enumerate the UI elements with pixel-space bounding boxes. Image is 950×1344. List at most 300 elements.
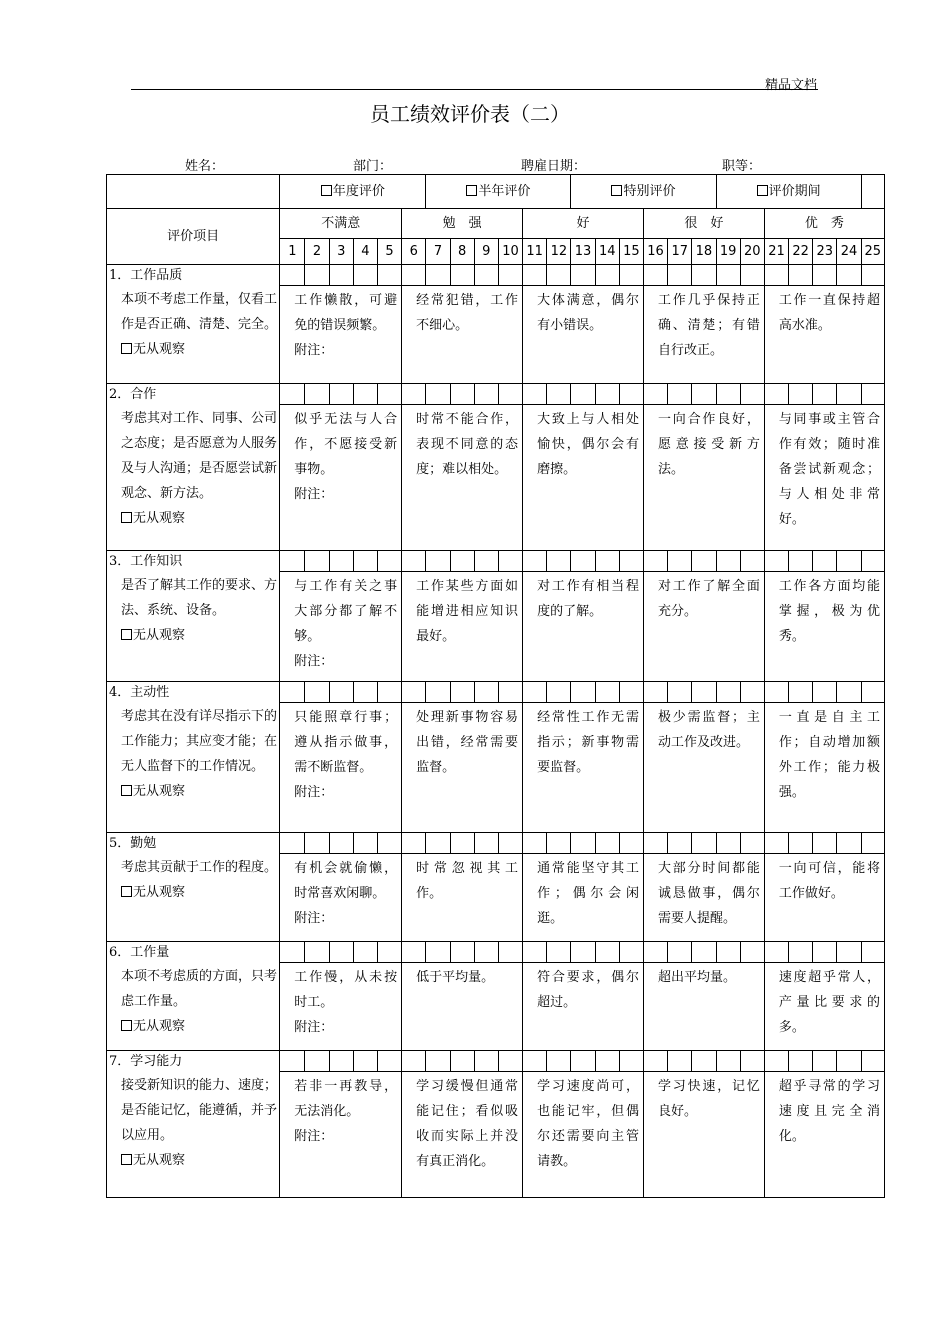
score-number: 4: [353, 239, 377, 265]
no-observe-label: 无从观察: [133, 784, 186, 799]
note-label: 附注：: [294, 911, 334, 926]
score-cell[interactable]: [280, 682, 305, 703]
score-cell[interactable]: [764, 265, 788, 286]
level-text: 工作几乎保持正确、清楚；有错自行改正。: [657, 293, 760, 358]
score-cell[interactable]: [474, 1051, 498, 1072]
score-cell[interactable]: [547, 551, 571, 572]
score-cell[interactable]: [377, 682, 401, 703]
score-number: 23: [813, 239, 837, 265]
item-score-row: [107, 833, 885, 854]
level-description: [643, 1072, 764, 1198]
score-cell[interactable]: [547, 682, 571, 703]
score-cell[interactable]: [595, 942, 619, 963]
score-cell[interactable]: [329, 384, 353, 405]
score-cell[interactable]: [377, 265, 401, 286]
score-cell[interactable]: [643, 265, 667, 286]
score-cell[interactable]: [764, 942, 788, 963]
score-number: 7: [426, 239, 450, 265]
score-cell[interactable]: [498, 551, 522, 572]
score-cell[interactable]: [353, 833, 377, 854]
score-cell[interactable]: [474, 384, 498, 405]
score-cell[interactable]: [474, 265, 498, 286]
score-cell[interactable]: [305, 833, 329, 854]
score-cell[interactable]: [353, 1051, 377, 1072]
score-cell[interactable]: [619, 551, 643, 572]
score-cell[interactable]: [740, 833, 764, 854]
item-description: 是否了解其工作的要求、方法、系统、设备。: [121, 578, 278, 618]
score-cell[interactable]: [523, 833, 547, 854]
item-title: 3．工作知识: [109, 554, 183, 569]
checkbox-icon[interactable]: [121, 1154, 132, 1165]
score-cell[interactable]: [740, 384, 764, 405]
type-empty-cell: [107, 175, 280, 209]
score-cell[interactable]: [280, 551, 305, 572]
checkbox-icon[interactable]: [611, 185, 622, 196]
score-cell[interactable]: [498, 682, 522, 703]
score-number: 18: [692, 239, 716, 265]
score-cell[interactable]: [571, 1051, 595, 1072]
header-rule: [131, 89, 818, 90]
score-cell[interactable]: [426, 384, 450, 405]
score-cell[interactable]: [377, 384, 401, 405]
score-cell[interactable]: [813, 551, 837, 572]
item-title: 2．合作: [109, 387, 157, 402]
level-description: [402, 1072, 523, 1198]
score-cell[interactable]: [498, 384, 522, 405]
checkbox-icon[interactable]: [321, 185, 332, 196]
score-cell[interactable]: [450, 265, 474, 286]
level-description: [402, 286, 523, 384]
score-cell[interactable]: [789, 833, 813, 854]
score-cell[interactable]: [474, 682, 498, 703]
score-cell[interactable]: [619, 265, 643, 286]
score-cell[interactable]: [426, 942, 450, 963]
score-cell[interactable]: [498, 942, 522, 963]
score-cell[interactable]: [861, 942, 884, 963]
score-cell[interactable]: [716, 833, 740, 854]
score-number: 3: [329, 239, 353, 265]
level-description: [280, 286, 402, 384]
no-observe-option[interactable]: [109, 880, 279, 905]
level-text: 时常忽视其工作。: [416, 861, 519, 901]
no-observe-option[interactable]: [109, 506, 279, 531]
eval-item-cell: [107, 1051, 280, 1198]
no-observe-option[interactable]: [109, 623, 279, 648]
score-cell[interactable]: [619, 942, 643, 963]
score-cell[interactable]: [595, 551, 619, 572]
level-text: 时常不能合作，表现不同意的态度；难以相处。: [416, 412, 519, 477]
item-score-row: [107, 682, 885, 703]
score-cell[interactable]: [450, 384, 474, 405]
score-cell[interactable]: [402, 833, 426, 854]
score-cell[interactable]: [692, 384, 716, 405]
no-observe-label: 无从观察: [133, 1019, 186, 1034]
position-label: 职等：: [722, 159, 762, 174]
score-number: 9: [474, 239, 498, 265]
score-cell[interactable]: [716, 682, 740, 703]
score-cell[interactable]: [280, 833, 305, 854]
score-cell[interactable]: [716, 384, 740, 405]
level-text: 工作某些方面如能增进相应知识最好。: [416, 579, 519, 644]
score-cell[interactable]: [305, 551, 329, 572]
score-cell[interactable]: [329, 682, 353, 703]
level-text: 低于平均量。: [416, 970, 495, 985]
score-cell[interactable]: [595, 682, 619, 703]
eval-type-cell[interactable]: [571, 175, 716, 209]
score-cell[interactable]: [547, 1051, 571, 1072]
score-cell[interactable]: [474, 833, 498, 854]
level-description: [643, 286, 764, 384]
level-description: [402, 703, 523, 833]
score-cell[interactable]: [571, 942, 595, 963]
score-cell[interactable]: [377, 1051, 401, 1072]
score-cell[interactable]: [305, 265, 329, 286]
score-cell[interactable]: [837, 682, 861, 703]
score-cell[interactable]: [426, 682, 450, 703]
score-number: 15: [619, 239, 643, 265]
note-label: 附注：: [294, 343, 334, 358]
score-cell[interactable]: [740, 551, 764, 572]
eval-type-label: 年度评价: [332, 184, 385, 199]
level-text: 一直是自主工作；自动增加额外工作；能力极强。: [778, 710, 880, 800]
score-cell[interactable]: [450, 942, 474, 963]
level-description: [523, 854, 644, 942]
eval-item-header: 评价项目: [107, 209, 280, 265]
score-cell[interactable]: [813, 833, 837, 854]
score-cell[interactable]: [764, 384, 788, 405]
eval-type-row: [107, 175, 885, 209]
level-text: 大致上与人相处愉快，偶尔会有磨擦。: [537, 412, 639, 477]
eval-type-cell[interactable]: [716, 175, 861, 209]
score-number: 6: [402, 239, 426, 265]
score-cell[interactable]: [305, 942, 329, 963]
score-cell[interactable]: [619, 384, 643, 405]
score-cell[interactable]: [450, 682, 474, 703]
level-description: [764, 405, 884, 551]
score-cell[interactable]: [450, 551, 474, 572]
score-number: 21: [764, 239, 788, 265]
level-text: 学习快速，记忆良好。: [657, 1079, 760, 1119]
eval-item-cell: [107, 833, 280, 942]
score-cell[interactable]: [353, 682, 377, 703]
score-cell[interactable]: [668, 265, 692, 286]
level-description: [523, 703, 644, 833]
score-cell[interactable]: [837, 551, 861, 572]
note-label: 附注：: [294, 487, 334, 502]
level-description: [764, 854, 884, 942]
level-description: [764, 963, 884, 1051]
score-cell[interactable]: [837, 265, 861, 286]
score-cell[interactable]: [668, 682, 692, 703]
score-cell[interactable]: [305, 384, 329, 405]
score-cell[interactable]: [329, 1051, 353, 1072]
score-cell[interactable]: [716, 551, 740, 572]
score-cell[interactable]: [789, 551, 813, 572]
score-cell[interactable]: [402, 551, 426, 572]
score-cell[interactable]: [280, 384, 305, 405]
eval-item-cell: [107, 384, 280, 551]
category-row: [107, 209, 885, 239]
score-cell[interactable]: [474, 942, 498, 963]
category-header: 勉 强: [402, 209, 523, 239]
no-observe-label: 无从观察: [133, 628, 186, 643]
score-cell[interactable]: [668, 942, 692, 963]
score-cell[interactable]: [571, 384, 595, 405]
score-cell[interactable]: [498, 265, 522, 286]
level-description: [402, 963, 523, 1051]
score-cell[interactable]: [619, 1051, 643, 1072]
score-cell[interactable]: [740, 265, 764, 286]
checkbox-icon[interactable]: [121, 512, 132, 523]
level-text: 工作慢，从未按时工。: [294, 970, 398, 1010]
score-number: 16: [643, 239, 667, 265]
score-cell[interactable]: [789, 942, 813, 963]
score-cell[interactable]: [813, 1051, 837, 1072]
score-cell[interactable]: [402, 1051, 426, 1072]
level-description: [523, 963, 644, 1051]
score-number: 1: [280, 239, 305, 265]
score-number: 12: [547, 239, 571, 265]
level-text: 经常性工作无需指示；新事物需要监督。: [537, 710, 639, 775]
score-cell[interactable]: [305, 1051, 329, 1072]
score-cell[interactable]: [861, 1051, 884, 1072]
score-cell[interactable]: [643, 942, 667, 963]
score-cell[interactable]: [377, 833, 401, 854]
score-cell[interactable]: [426, 265, 450, 286]
score-cell[interactable]: [692, 682, 716, 703]
level-text: 超乎寻常的学习速度且完全消化。: [778, 1079, 880, 1144]
eval-item-cell: [107, 265, 280, 384]
score-cell[interactable]: [837, 384, 861, 405]
score-cell[interactable]: [813, 384, 837, 405]
score-cell[interactable]: [329, 833, 353, 854]
item-description: 接受新知识的能力、速度；是否能记忆，能遵循，并予以应用。: [121, 1078, 278, 1143]
eval-type-cell[interactable]: [426, 175, 571, 209]
no-observe-option[interactable]: [109, 337, 279, 362]
level-text: 只能照章行事；遵从指示做事，需不断监督。: [294, 710, 398, 775]
score-cell[interactable]: [692, 551, 716, 572]
score-cell[interactable]: [329, 942, 353, 963]
score-cell[interactable]: [619, 833, 643, 854]
no-observe-label: 无从观察: [133, 1153, 186, 1168]
score-cell[interactable]: [668, 1051, 692, 1072]
level-description: [643, 854, 764, 942]
score-cell[interactable]: [523, 265, 547, 286]
score-cell[interactable]: [837, 942, 861, 963]
score-cell[interactable]: [668, 551, 692, 572]
item-description: 本项不考虑质的方面，只考虑工作量。: [121, 969, 278, 1009]
score-cell[interactable]: [377, 942, 401, 963]
score-cell[interactable]: [402, 682, 426, 703]
score-cell[interactable]: [861, 265, 884, 286]
score-cell[interactable]: [643, 1051, 667, 1072]
level-description: [643, 703, 764, 833]
score-cell[interactable]: [523, 682, 547, 703]
score-cell[interactable]: [789, 265, 813, 286]
score-cell[interactable]: [789, 1051, 813, 1072]
score-cell[interactable]: [280, 942, 305, 963]
no-observe-label: 无从观察: [133, 511, 186, 526]
score-cell[interactable]: [837, 833, 861, 854]
score-cell[interactable]: [595, 1051, 619, 1072]
level-description: [402, 572, 523, 682]
score-cell[interactable]: [764, 833, 788, 854]
score-number: 22: [789, 239, 813, 265]
item-score-row: [107, 942, 885, 963]
evaluation-table: [106, 174, 885, 1198]
score-cell[interactable]: [547, 265, 571, 286]
score-cell[interactable]: [837, 1051, 861, 1072]
item-score-row: [107, 551, 885, 572]
item-title: 5．勤勉: [109, 836, 157, 851]
score-cell[interactable]: [643, 682, 667, 703]
score-cell[interactable]: [280, 265, 305, 286]
score-cell[interactable]: [474, 551, 498, 572]
eval-type-cell[interactable]: [280, 175, 426, 209]
score-cell[interactable]: [789, 384, 813, 405]
score-cell[interactable]: [402, 384, 426, 405]
level-description: [523, 286, 644, 384]
score-cell[interactable]: [377, 551, 401, 572]
score-cell[interactable]: [329, 265, 353, 286]
score-cell[interactable]: [692, 1051, 716, 1072]
score-cell[interactable]: [740, 942, 764, 963]
score-cell[interactable]: [426, 551, 450, 572]
level-text: 一向可信，能将工作做好。: [778, 861, 880, 901]
score-cell[interactable]: [692, 265, 716, 286]
score-cell[interactable]: [498, 1051, 522, 1072]
score-cell[interactable]: [353, 265, 377, 286]
score-cell[interactable]: [813, 682, 837, 703]
checkbox-icon[interactable]: [121, 629, 132, 640]
level-text: 工作一直保持超高水准。: [778, 293, 880, 333]
checkbox-icon[interactable]: [466, 185, 477, 196]
score-cell[interactable]: [740, 1051, 764, 1072]
score-cell[interactable]: [523, 551, 547, 572]
score-cell[interactable]: [716, 1051, 740, 1072]
no-observe-option[interactable]: [109, 779, 279, 804]
score-cell[interactable]: [571, 265, 595, 286]
score-cell[interactable]: [523, 942, 547, 963]
score-cell[interactable]: [426, 833, 450, 854]
checkbox-icon[interactable]: [121, 785, 132, 796]
level-text: 对工作了解全面充分。: [657, 579, 760, 619]
score-cell[interactable]: [280, 1051, 305, 1072]
name-label: 姓名：: [185, 159, 225, 174]
item-score-row: [107, 265, 885, 286]
score-cell[interactable]: [402, 942, 426, 963]
checkbox-icon[interactable]: [121, 1020, 132, 1031]
checkbox-icon[interactable]: [757, 185, 768, 196]
item-title: 4．主动性: [109, 685, 170, 700]
score-cell[interactable]: [595, 384, 619, 405]
score-cell[interactable]: [571, 833, 595, 854]
category-header: 好: [523, 209, 644, 239]
score-cell[interactable]: [305, 682, 329, 703]
score-cell[interactable]: [716, 942, 740, 963]
score-cell[interactable]: [668, 833, 692, 854]
score-cell[interactable]: [523, 1051, 547, 1072]
eval-item-cell: [107, 551, 280, 682]
checkbox-icon[interactable]: [121, 886, 132, 897]
score-cell[interactable]: [643, 833, 667, 854]
score-cell[interactable]: [450, 833, 474, 854]
score-cell[interactable]: [789, 682, 813, 703]
level-text: 极少需监督；主动工作及改进。: [657, 710, 760, 750]
score-cell[interactable]: [595, 265, 619, 286]
level-text: 工作各方面均能掌握，极为优秀。: [778, 579, 880, 644]
score-cell[interactable]: [402, 265, 426, 286]
level-description: [523, 405, 644, 551]
score-cell[interactable]: [498, 833, 522, 854]
score-cell[interactable]: [353, 551, 377, 572]
score-cell[interactable]: [716, 265, 740, 286]
eval-type-label: 半年评价: [478, 184, 531, 199]
level-text: 大体满意，偶尔有小错误。: [537, 293, 639, 333]
score-cell[interactable]: [571, 551, 595, 572]
score-cell[interactable]: [861, 682, 884, 703]
level-text: 若非一再教导，无法消化。: [294, 1079, 398, 1119]
score-cell[interactable]: [426, 1051, 450, 1072]
score-number: 14: [595, 239, 619, 265]
score-cell[interactable]: [813, 265, 837, 286]
score-cell[interactable]: [764, 1051, 788, 1072]
no-observe-option[interactable]: [109, 1014, 279, 1039]
level-text: 通常能坚守其工作；偶尔会闲逛。: [537, 861, 639, 926]
item-score-row: [107, 384, 885, 405]
score-cell[interactable]: [547, 942, 571, 963]
score-cell[interactable]: [595, 833, 619, 854]
score-cell[interactable]: [353, 384, 377, 405]
no-observe-label: 无从观察: [133, 342, 186, 357]
score-cell[interactable]: [571, 682, 595, 703]
item-description: 考虑其贡献于工作的程度。: [121, 860, 278, 875]
score-cell[interactable]: [740, 682, 764, 703]
score-cell[interactable]: [619, 682, 643, 703]
checkbox-icon[interactable]: [121, 343, 132, 354]
score-cell[interactable]: [861, 551, 884, 572]
page-title: 员工绩效评价表（二）: [370, 102, 570, 126]
score-cell[interactable]: [813, 942, 837, 963]
score-cell[interactable]: [861, 833, 884, 854]
score-cell[interactable]: [861, 384, 884, 405]
item-description: 考虑其在没有详尽指示下的工作能力；其应变才能；在无人监督下的工作情况。: [121, 709, 278, 774]
level-text: 学习速度尚可，也能记牢，但偶尔还需要向主管请教。: [537, 1079, 639, 1169]
no-observe-option[interactable]: [109, 1148, 279, 1173]
score-number: 13: [571, 239, 595, 265]
score-cell[interactable]: [692, 942, 716, 963]
score-cell[interactable]: [692, 833, 716, 854]
item-description: 考虑其对工作、同事、公司之态度；是否愿意为人服务及与人沟通；是否愿尝试新观念、新方法。: [121, 411, 278, 501]
score-cell[interactable]: [523, 384, 547, 405]
score-cell[interactable]: [547, 384, 571, 405]
score-cell[interactable]: [450, 1051, 474, 1072]
score-cell[interactable]: [668, 384, 692, 405]
item-title: 6．工作量: [109, 945, 170, 960]
score-cell[interactable]: [764, 551, 788, 572]
score-cell[interactable]: [643, 384, 667, 405]
score-cell[interactable]: [329, 551, 353, 572]
eval-type-cell: [861, 175, 884, 209]
dept-label: 部门：: [353, 159, 393, 174]
level-text: 大部分时间都能诚恳做事，偶尔需要人提醒。: [657, 861, 760, 926]
score-cell[interactable]: [353, 942, 377, 963]
score-cell[interactable]: [643, 551, 667, 572]
score-cell[interactable]: [547, 833, 571, 854]
score-number: 24: [837, 239, 861, 265]
score-cell[interactable]: [764, 682, 788, 703]
score-number: 25: [861, 239, 884, 265]
